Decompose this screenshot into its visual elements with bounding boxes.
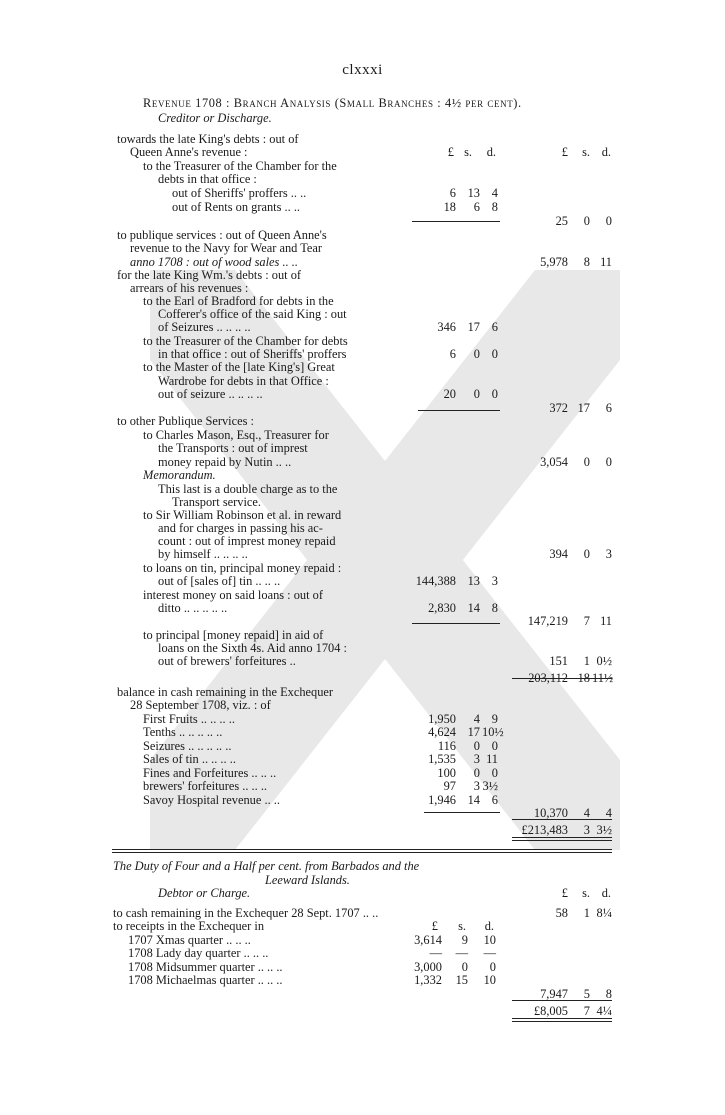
amount-pounds: 3,000	[414, 960, 442, 974]
entry-text: of Seizures .. .. .. ..	[158, 320, 251, 334]
amount-shillings: 5	[583, 987, 590, 1001]
amount-shillings: 3	[473, 752, 480, 766]
entry-text: by himself .. .. .. ..	[158, 547, 248, 561]
entry-text: to the Treasurer of the Chamber for debts	[143, 334, 348, 348]
entry-text: to publique services : out of Queen Anne's	[117, 228, 327, 242]
subtotal-rule	[512, 819, 612, 820]
amount-pence: 11	[600, 614, 612, 628]
amount-shillings: 0	[473, 766, 480, 780]
amount-pence: 11	[486, 752, 498, 766]
entry-text: for the late King Wm.'s debts : out of	[117, 268, 302, 282]
entry-text: Cofferer's office of the said King : out	[158, 307, 347, 321]
entry-text: towards the late King's debts : out of	[117, 132, 299, 146]
amount-shillings: 14	[467, 601, 480, 615]
amount-pence: 3	[605, 547, 612, 561]
amount-shillings: 4	[583, 806, 590, 820]
amount-pounds: £8,005	[533, 1004, 568, 1018]
entry-text: out of Sheriffs' proffers .. ..	[172, 186, 307, 200]
entry-text: out of brewers' forfeitures ..	[158, 654, 296, 668]
page-heading: Revenue 1708 : Branch Analysis (Small Branches : 4½ per cent).	[143, 96, 522, 110]
amount-pounds: £213,483	[521, 823, 568, 837]
entry-text: Fines and Forfeitures .. .. ..	[143, 766, 277, 780]
col-head-pound-inner: £	[431, 919, 438, 933]
amount-shillings: 6	[473, 200, 480, 214]
amount-pounds: 3,054	[540, 455, 568, 469]
entry-text: in that office : out of Sheriffs' proffers	[158, 347, 347, 361]
entry-text: out of [sales of] tin .. .. ..	[158, 574, 281, 588]
amount-pounds: 18	[443, 200, 456, 214]
page-subheading: Creditor or Discharge.	[158, 111, 272, 125]
col-head-shilling-inner: s.	[464, 145, 472, 159]
entry-text: arrears of his revenues :	[130, 281, 249, 295]
col-head-pence-inner: d.	[484, 919, 494, 933]
amount-pence: —	[483, 946, 496, 960]
page-number: clxxxi	[342, 62, 383, 78]
subtotal-rule	[424, 812, 500, 813]
amount-shillings: 0	[583, 214, 590, 228]
amount-pounds: 144,388	[415, 574, 456, 588]
amount-shillings: 4	[473, 712, 480, 726]
amount-shillings: 0	[461, 960, 468, 974]
grand-total-double-rule	[512, 837, 612, 841]
entry-text: 1707 Xmas quarter .. .. ..	[128, 933, 251, 947]
subtotal-rule	[512, 678, 612, 679]
entry-text: to the Master of the [late King's] Great	[143, 360, 335, 374]
amount-pence: 11	[600, 255, 612, 269]
entry-text: money repaid by Nutin .. ..	[158, 455, 292, 469]
entry-text: brewers' forfeitures .. .. ..	[143, 779, 268, 793]
amount-shillings: 0	[583, 547, 590, 561]
amount-pounds: 116	[437, 739, 456, 753]
entry-text: to other Publique Services :	[117, 414, 254, 428]
grand-total-double-rule	[512, 1018, 612, 1022]
amount-pence: 0	[605, 214, 612, 228]
amount-pounds: 4,624	[428, 725, 456, 739]
amount-shillings: 1	[583, 654, 590, 668]
entry-text: out of seizure .. .. .. ..	[158, 387, 263, 401]
col-head-pound-inner: £	[447, 145, 454, 159]
amount-pounds: 20	[443, 387, 456, 401]
entry-text: Savoy Hospital revenue .. ..	[143, 793, 280, 807]
amount-pounds: 147,219	[527, 614, 568, 628]
amount-pounds: 1,946	[428, 793, 456, 807]
col-head-pence-outer: d.	[601, 886, 611, 900]
amount-shillings: 1	[583, 906, 590, 920]
col-head-shilling-outer: s.	[582, 886, 590, 900]
amount-pounds: 2,830	[428, 601, 456, 615]
entry-text: loans on the Sixth 4s. Aid anno 1704 :	[158, 641, 347, 655]
entry-text: to receipts in the Exchequer in	[113, 919, 265, 933]
amount-pence: 8¼	[596, 906, 612, 920]
col-head-pound-outer: £	[561, 886, 568, 900]
amount-shillings: 13	[467, 186, 480, 200]
amount-shillings: 14	[467, 793, 480, 807]
entry-text: First Fruits .. .. .. ..	[143, 712, 235, 726]
amount-pounds: —	[429, 946, 442, 960]
amount-shillings: 7	[583, 614, 590, 628]
section-subtitle: Debtor or Charge.	[158, 886, 251, 900]
amount-pounds: 1,535	[428, 752, 456, 766]
entry-text: Sales of tin .. .. .. ..	[143, 752, 236, 766]
amount-shillings: —	[455, 946, 468, 960]
entry-text: Queen Anne's revenue :	[130, 145, 248, 159]
amount-pence: 0	[605, 455, 612, 469]
entry-text: to the Treasurer of the Chamber for the	[143, 159, 337, 173]
amount-shillings: 0	[473, 347, 480, 361]
amount-pounds: 372	[549, 401, 568, 415]
amount-pence: 0	[491, 347, 498, 361]
amount-pounds: 3,614	[414, 933, 442, 947]
entry-text: to cash remaining in the Exchequer 28 Sept. 1707 .. ..	[113, 906, 379, 920]
entry-text: out of Rents on grants .. ..	[172, 200, 301, 214]
amount-pence: 0	[489, 960, 496, 974]
amount-pence: 3½	[596, 823, 612, 837]
amount-pence: 0	[491, 387, 498, 401]
section-title-cont: Leeward Islands.	[265, 873, 350, 887]
amount-shillings: 0	[473, 387, 480, 401]
amount-shillings: 0	[473, 739, 480, 753]
amount-shillings: 7	[583, 1004, 590, 1018]
col-head-shilling-outer: s.	[582, 145, 590, 159]
subtotal-rule	[418, 410, 500, 411]
amount-pence: 4	[605, 806, 612, 820]
amount-pence: 8	[491, 601, 498, 615]
entry-text: anno 1708 : out of wood sales .. ..	[130, 255, 298, 269]
amount-pence: 9	[491, 712, 498, 726]
entry-text: Transport service.	[172, 495, 262, 509]
section-divider	[112, 849, 612, 853]
amount-shillings: 17	[577, 401, 590, 415]
amount-pounds: 346	[437, 320, 456, 334]
entry-text: count : out of imprest money repaid	[158, 534, 336, 548]
amount-pence: 4¼	[596, 1004, 612, 1018]
amount-pence: 10½	[482, 725, 504, 739]
col-head-shilling-inner: s.	[458, 919, 466, 933]
amount-pounds: 97	[443, 779, 456, 793]
amount-shillings: 18	[577, 671, 590, 685]
amount-pounds: 1,950	[428, 712, 456, 726]
amount-pounds: 6	[449, 347, 456, 361]
entry-text: revenue to the Navy for Wear and Tear	[130, 241, 323, 255]
entry-text: 1708 Michaelmas quarter .. .. ..	[128, 973, 283, 987]
amount-pounds: 100	[437, 766, 456, 780]
section-title: The Duty of Four and a Half per cent. from Barbados and the	[113, 859, 420, 873]
amount-shillings: 8	[583, 255, 590, 269]
amount-pounds: 394	[549, 547, 568, 561]
amount-pence: 8	[491, 200, 498, 214]
amount-pence: 6	[605, 401, 612, 415]
entry-text: 1708 Lady day quarter .. .. ..	[128, 946, 269, 960]
entry-text: This last is a double charge as to the	[158, 482, 338, 496]
amount-shillings: 3	[583, 823, 590, 837]
entry-text: to Sir William Robinson et al. in reward	[143, 508, 342, 522]
amount-shillings: 3	[473, 779, 480, 793]
amount-pence: 3½	[482, 779, 498, 793]
amount-pounds: 203,112	[528, 671, 568, 685]
amount-shillings: 13	[467, 574, 480, 588]
entry-text: Tenths .. .. .. .. ..	[143, 725, 223, 739]
amount-pence: 4	[491, 186, 498, 200]
amount-pence: 10	[483, 933, 496, 947]
subtotal-rule	[512, 1000, 612, 1001]
amount-pence: 10	[483, 973, 496, 987]
col-head-pence-inner: d.	[486, 145, 496, 159]
amount-pence: 0	[491, 739, 498, 753]
entry-text: 1708 Midsummer quarter .. .. ..	[128, 960, 283, 974]
col-head-pence-outer: d.	[601, 145, 611, 159]
amount-pounds: 25	[555, 214, 568, 228]
amount-pence: 8	[605, 987, 612, 1001]
entry-text: the Transports : out of imprest	[158, 441, 308, 455]
col-head-pound-outer: £	[561, 145, 568, 159]
entry-text: Seizures .. .. .. .. ..	[143, 739, 232, 753]
amount-pence: 0½	[596, 654, 612, 668]
entry-text: Memorandum.	[143, 468, 216, 482]
amount-pounds: 6	[449, 186, 456, 200]
amount-pounds: 151	[549, 654, 568, 668]
subtotal-rule	[412, 623, 500, 624]
entry-text: to the Earl of Bradford for debts in the	[143, 294, 334, 308]
entry-text: to loans on tin, principal money repaid :	[143, 561, 342, 575]
subtotal-rule	[412, 221, 500, 222]
amount-pence: 0	[491, 766, 498, 780]
entry-text: debts in that office :	[158, 172, 257, 186]
amount-pounds: 1,332	[414, 973, 442, 987]
entry-text: balance in cash remaining in the Exchequer	[117, 685, 334, 699]
amount-shillings: 9	[461, 933, 468, 947]
entry-text: to principal [money repaid] in aid of	[143, 628, 324, 642]
amount-pounds: 7,947	[540, 987, 568, 1001]
entry-text: Wardrobe for debts in that Office :	[158, 374, 329, 388]
amount-pounds: 10,370	[533, 806, 568, 820]
entry-text: interest money on said loans : out of	[143, 588, 323, 602]
amount-pence: 3	[491, 574, 498, 588]
entry-text: ditto .. .. .. .. ..	[158, 601, 228, 615]
amount-pounds: 5,978	[540, 255, 568, 269]
amount-shillings: 17	[467, 320, 480, 334]
amount-pence: 6	[491, 793, 498, 807]
entry-text: and for charges in passing his ac-	[158, 521, 323, 535]
amount-pence: 11½	[592, 671, 614, 685]
amount-shillings: 17	[467, 725, 480, 739]
amount-pence: 6	[491, 320, 498, 334]
amount-pounds: 58	[555, 906, 568, 920]
amount-shillings: 0	[583, 455, 590, 469]
entry-text: 28 September 1708, viz. : of	[130, 698, 271, 712]
entry-text: to Charles Mason, Esq., Treasurer for	[143, 428, 329, 442]
amount-shillings: 15	[455, 973, 468, 987]
